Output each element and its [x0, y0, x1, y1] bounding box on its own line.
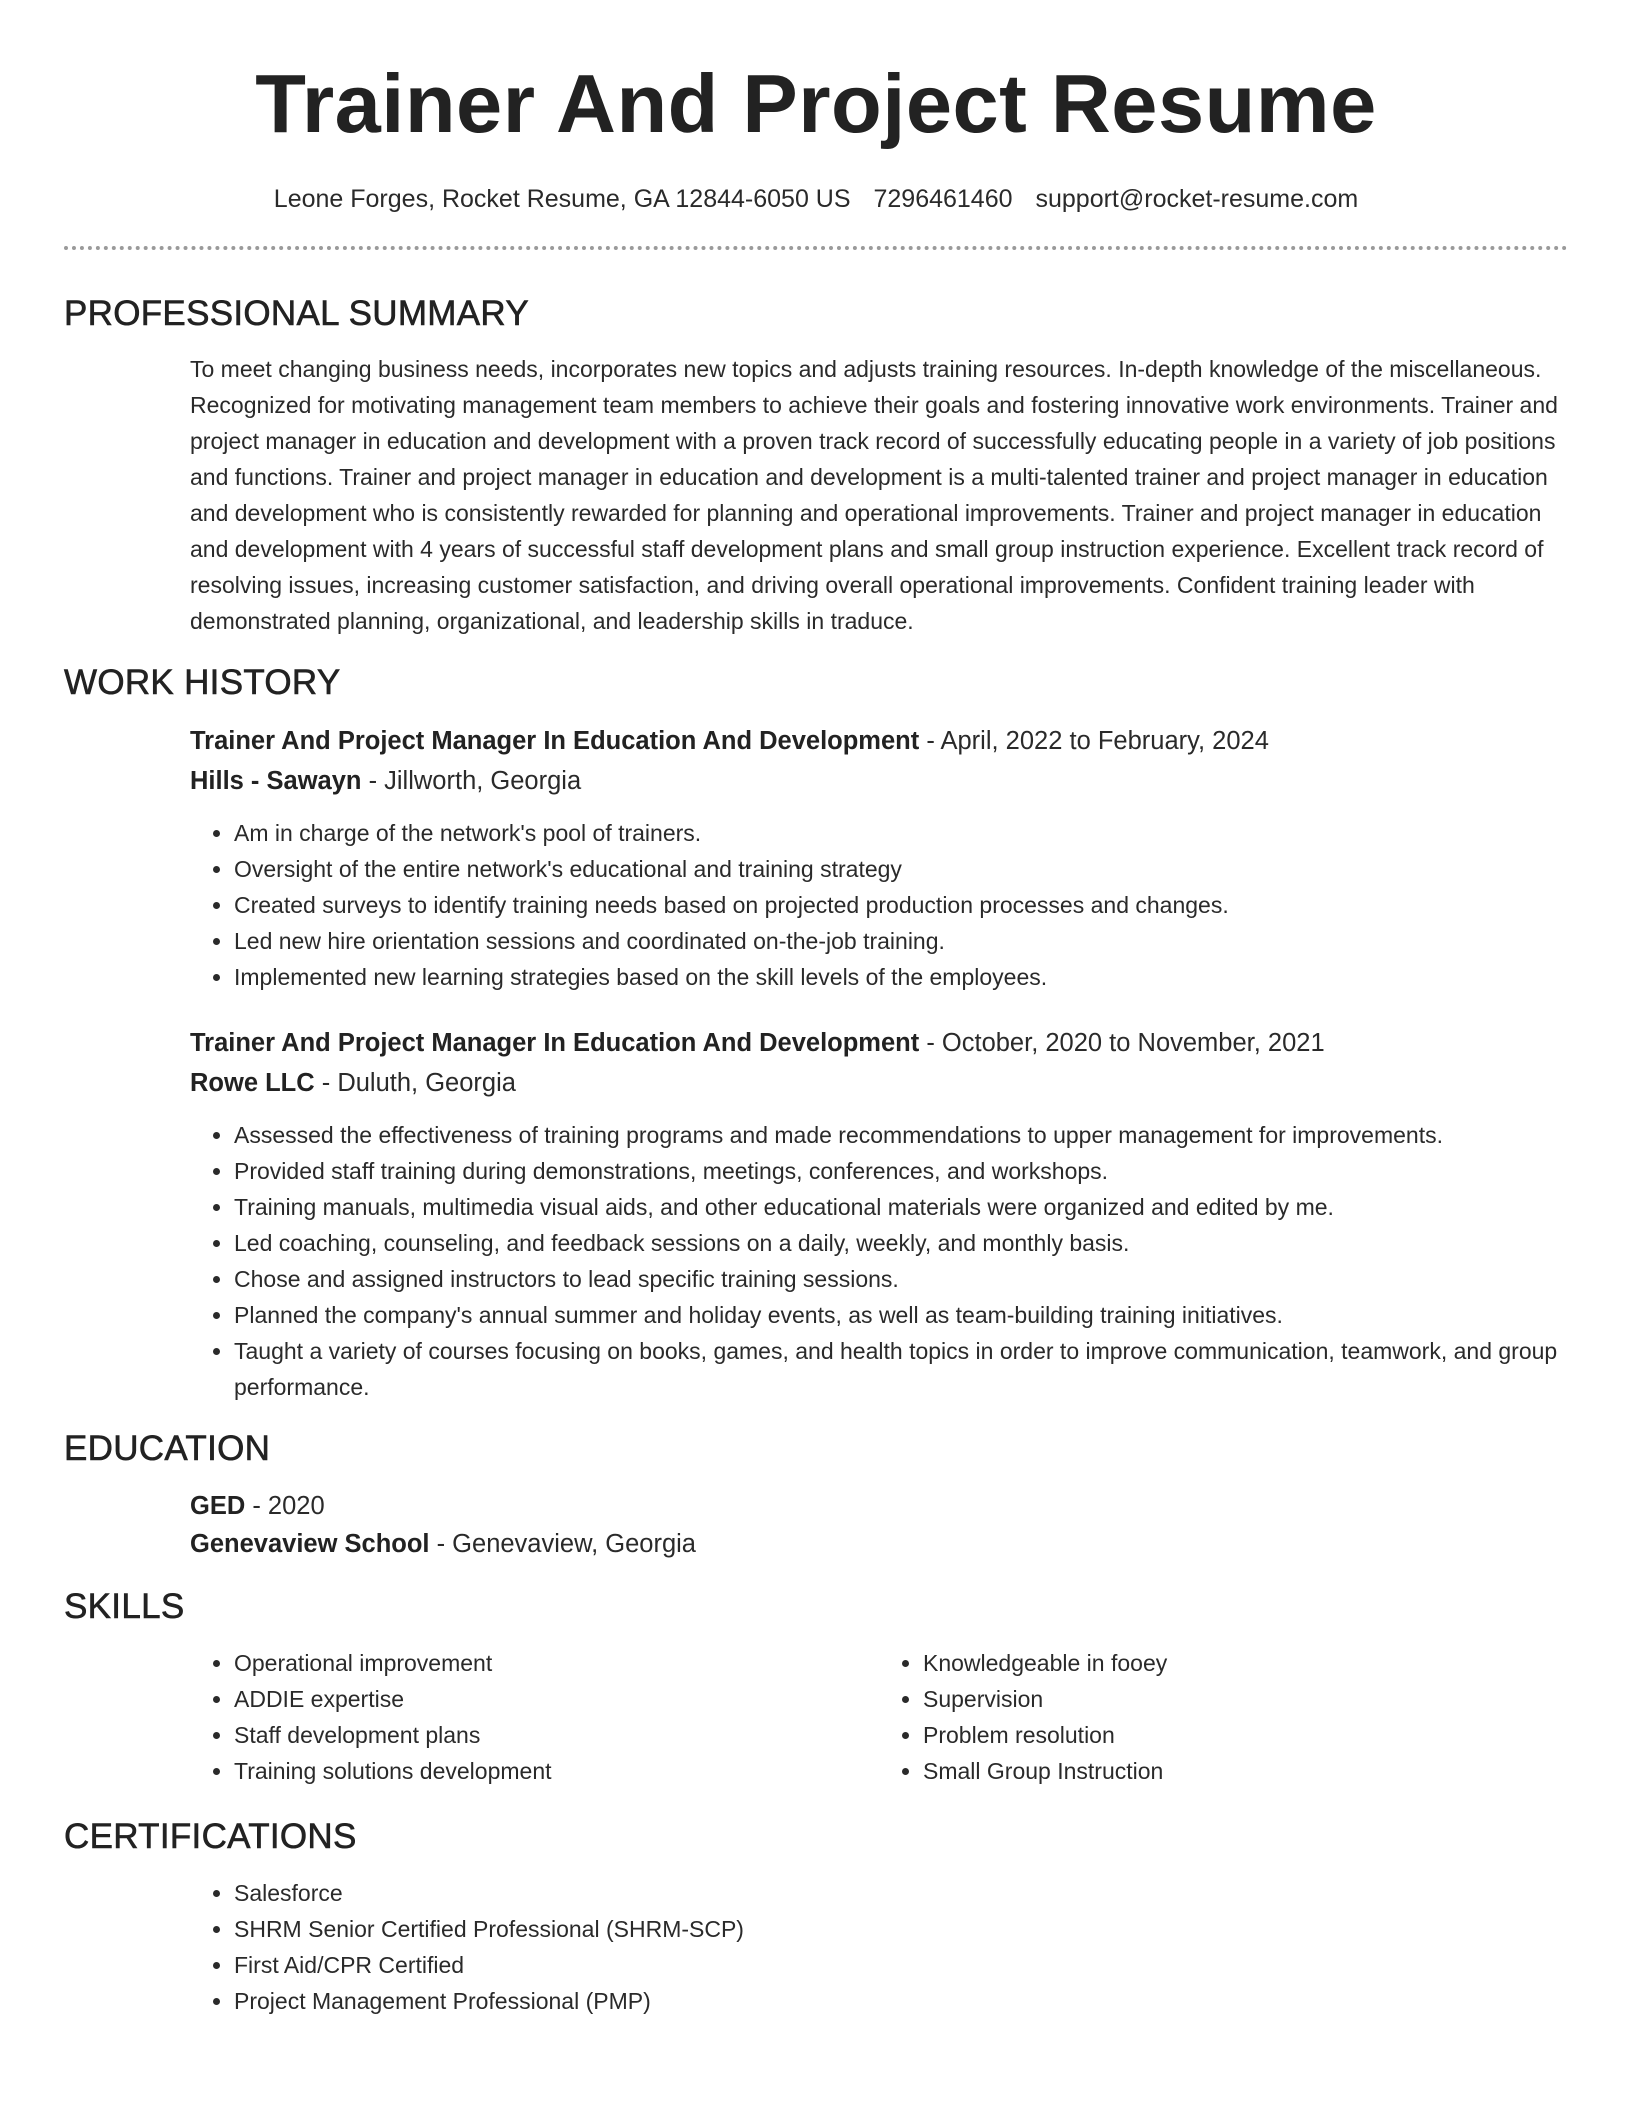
contact-line — [64, 182, 1568, 216]
section-title-certifications: CERTIFICATIONS — [64, 1817, 357, 1856]
skills-list-right — [879, 1645, 1568, 1789]
list-item: • ADDIE expertise — [234, 1681, 879, 1717]
job-title: Trainer And Project Manager In Education And Development — [190, 727, 920, 755]
job-title-line — [190, 1023, 1568, 1063]
list-item: • Taught a variety of courses focusing on books, games, and health topics in order to improve communication, teamwork, and group performance. — [234, 1333, 1568, 1405]
education-degree: GED — [190, 1492, 246, 1520]
education-year: - 2020 — [245, 1492, 325, 1520]
job-title: Trainer And Project Manager In Education And Development — [190, 1029, 920, 1057]
job-bullets — [190, 815, 1568, 995]
job-dates: - October, 2020 to November, 2021 — [919, 1029, 1325, 1057]
list-item: • SHRM Senior Certified Professional (SHRM-SCP) — [234, 1911, 1568, 1947]
certifications-section — [190, 1875, 1568, 2019]
list-item: • Chose and assigned instructors to lead specific training sessions. — [234, 1261, 1568, 1297]
list-item: • Knowledgeable in fooey — [923, 1645, 1568, 1681]
list-item: • First Aid/CPR Certified — [234, 1947, 1568, 1983]
summary-text: To meet changing business needs, incorporates new topics and adjusts training resources. In-depth knowledge of the miscellaneous. Recognized for motivating management team members to achieve their goals and fostering innovative work environments. Trainer and project manager in education and development with a proven track record of successfully educating people in a variety of job positions and functions. Trainer and project manager in education and development is a multi-talented trainer and project manager in education and development who is consistently rewarded for planning and operational improvements. Trainer and project manager in education and development with 4 years of successful staff development plans and small group instruction experience. Excellent track record of resolving issues, increasing customer satisfaction, and driving overall operational improvements. Confident training leader with demonstrated planning, organizational, and leadership skills in traduce. — [190, 356, 1558, 634]
job-company-line — [190, 1063, 1568, 1103]
list-item: • Oversight of the entire network's educational and training strategy — [234, 851, 1568, 887]
work-history-section — [190, 721, 1568, 1405]
header-divider — [64, 246, 1568, 250]
education-location: - Genevaview, Georgia — [429, 1530, 696, 1558]
summary-section — [190, 351, 1568, 639]
list-item: • Implemented new learning strategies based on the skill levels of the employees. — [234, 959, 1568, 995]
list-item: • Assessed the effectiveness of training programs and made recommendations to upper management for improvements. — [234, 1117, 1568, 1153]
list-item: • Created surveys to identify training needs based on projected production processes and changes. — [234, 887, 1568, 923]
list-item: • Salesforce — [234, 1875, 1568, 1911]
list-item: • Provided staff training during demonstrations, meetings, conferences, and workshops. — [234, 1153, 1568, 1189]
list-item: • Training solutions development — [234, 1753, 879, 1789]
list-item: • Small Group Instruction — [923, 1753, 1568, 1789]
list-item: • Training manuals, multimedia visual aids, and other educational materials were organized and edited by me. — [234, 1189, 1568, 1225]
list-item: • Led coaching, counseling, and feedback sessions on a daily, weekly, and monthly basis. — [234, 1225, 1568, 1261]
skills-section — [190, 1645, 1568, 1789]
education-section — [190, 1487, 1568, 1563]
list-item: • Supervision — [923, 1681, 1568, 1717]
list-item: • Am in charge of the network's pool of trainers. — [234, 815, 1568, 851]
contact-email: support@rocket-resume.com — [1035, 185, 1359, 213]
section-title-skills: SKILLS — [64, 1587, 185, 1626]
certifications-list — [190, 1875, 1568, 2019]
skills-list-left — [190, 1645, 879, 1789]
job-entry — [190, 1023, 1568, 1405]
job-entry — [190, 721, 1568, 995]
section-title-education: EDUCATION — [64, 1429, 271, 1468]
job-location: - Jillworth, Georgia — [361, 767, 582, 795]
job-title-line — [190, 721, 1568, 761]
list-item: • Problem resolution — [923, 1717, 1568, 1753]
job-company: Rowe LLC — [190, 1069, 315, 1097]
education-school-line — [190, 1525, 1568, 1563]
job-company: Hills - Sawayn — [190, 767, 362, 795]
resume-title: Trainer And Project Resume — [255, 57, 1377, 150]
job-company-line — [190, 761, 1568, 801]
list-item: • Planned the company's annual summer and holiday events, as well as team-building training initiatives. — [234, 1297, 1568, 1333]
contact-phone: 7296461460 — [873, 185, 1013, 213]
job-bullets — [190, 1117, 1568, 1405]
list-item: • Led new hire orientation sessions and coordinated on-the-job training. — [234, 923, 1568, 959]
education-degree-line — [190, 1487, 1568, 1525]
section-title-work-history: WORK HISTORY — [64, 663, 341, 702]
contact-address: Leone Forges, Rocket Resume, GA 12844-6050 US — [273, 185, 851, 213]
list-item: • Staff development plans — [234, 1717, 879, 1753]
resume-page — [64, 0, 1568, 2019]
section-title-summary: PROFESSIONAL SUMMARY — [64, 294, 529, 333]
education-school: Genevaview School — [190, 1530, 430, 1558]
job-dates: - April, 2022 to February, 2024 — [919, 727, 1269, 755]
list-item: • Operational improvement — [234, 1645, 879, 1681]
job-location: - Duluth, Georgia — [314, 1069, 516, 1097]
list-item: • Project Management Professional (PMP) — [234, 1983, 1568, 2019]
